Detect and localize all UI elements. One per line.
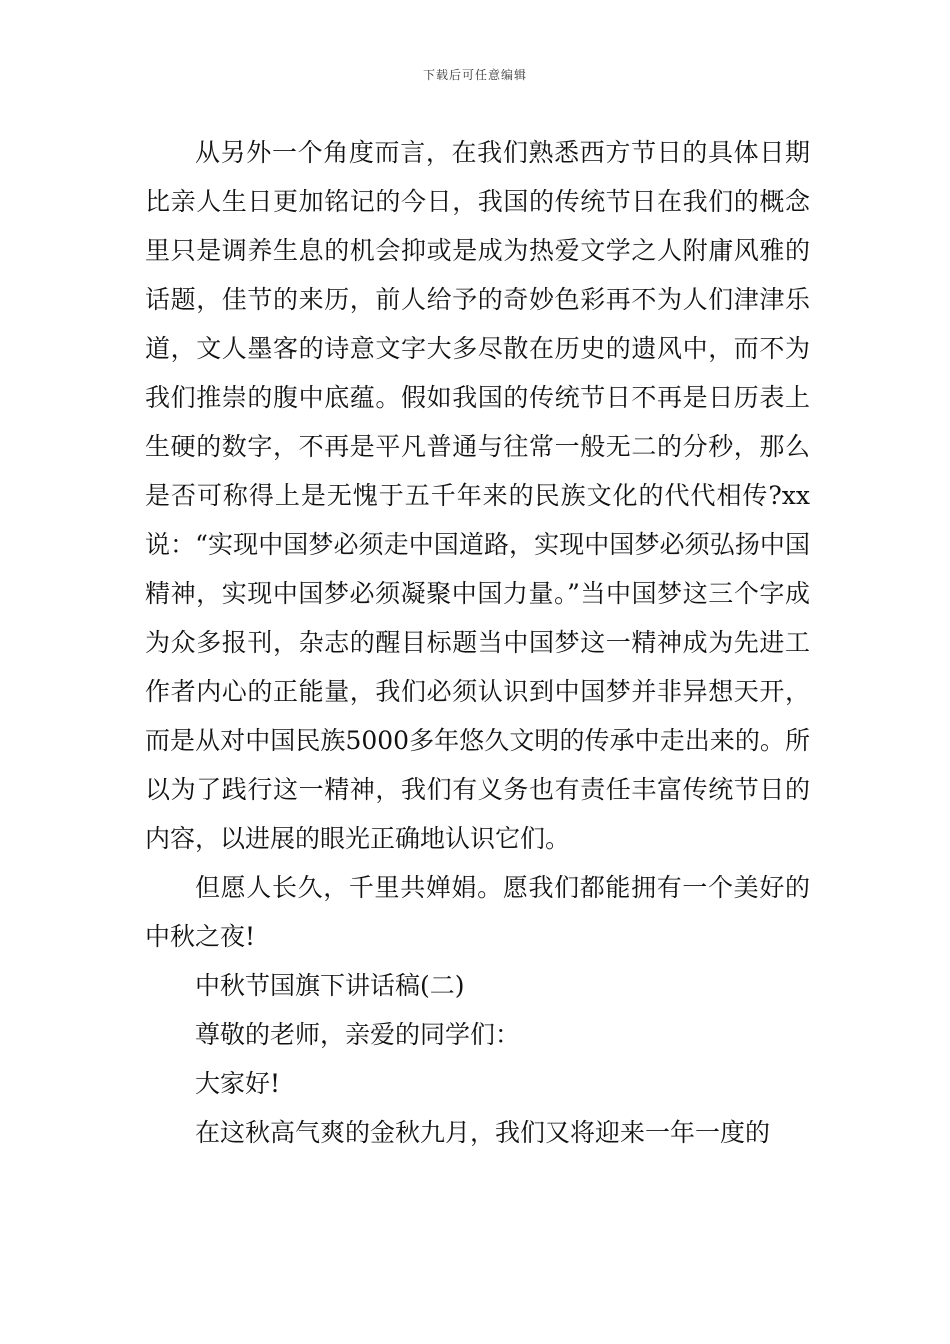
document-body <box>145 128 810 1157</box>
speech-greeting: 大家好! <box>195 1069 281 1098</box>
speech-salutation: 尊敬的老师，亲爱的同学们： <box>195 1020 521 1049</box>
speech-opening-line: 在这秋高气爽的金秋九月，我们又将迎来一年一度的 <box>195 1118 771 1147</box>
paragraph-chinese-dream: 从另外一个角度而言，在我们熟悉西方节日的具体日期比亲人生日更加铭记的今日，我国的传统节日在我们的概念里只是调养生息的机会抑或是成为热爱文学之人附庸风雅的话题，佳节的来历，前人给予的奇妙色彩再不为人们津津乐道，文人墨客的诗意文字大多尽散在历史的遗风中，而不为我们推崇的腹中底蕴。假如我国的传统节日不再是日历表上生硬的数字，不再是平凡普通与往常一般无二的分秒，那么是否可称得上是无愧于五千年来的民族文化的代代相传?xx说：“实现中国梦必须走中国道路，实现中国梦必须弘扬中国精神，实现中国梦必须凝聚中国力量。”当中国梦这三个字成为众多报刊，杂志的醒目标题当中国梦这一精神成为先进工作者内心的正能量，我们必须认识到中国梦并非异想天开，而是从对中国民族5000多年悠久文明的传承中走出来的。所以为了践行这一精神，我们有义务也有责任丰富传统节日的内容，以进展的眼光正确地认识它们。 <box>145 138 810 853</box>
paragraph-wish: 但愿人长久，千里共婵娟。愿我们都能拥有一个美好的中秋之夜! <box>145 873 810 951</box>
page-header: 下载后可任意编辑 <box>422 68 527 82</box>
speech-title: 中秋节国旗下讲话稿(二) <box>195 971 465 1000</box>
